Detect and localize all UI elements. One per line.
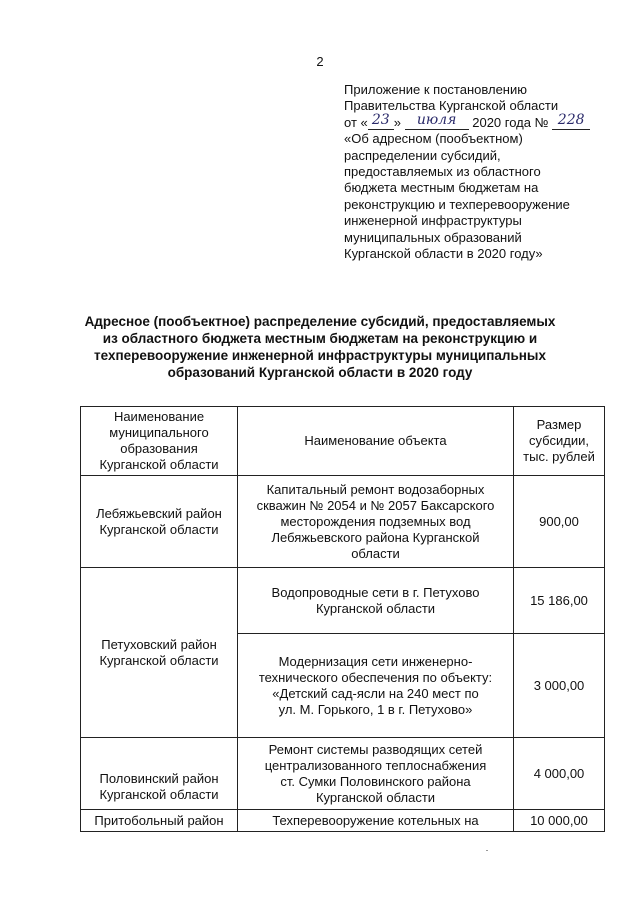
appendix-block [344, 82, 614, 262]
scan-mark [486, 850, 488, 851]
appendix-line-2: Правительства Курганской области [344, 98, 559, 114]
quote-close: » [393, 114, 401, 130]
header-object [238, 407, 514, 476]
amount-cell: 4 000,00 [514, 738, 605, 810]
appendix-subject-line: Курганской области в 2020 году» [344, 246, 543, 262]
header-text: Курганской области [99, 457, 219, 472]
table-row [81, 810, 605, 832]
header-amount [514, 407, 605, 476]
header-text: Наименование [113, 409, 205, 424]
object-cell [238, 476, 514, 568]
appendix-subject-line: муниципальных образований [344, 229, 522, 245]
appendix-subject-line: инженерной инфраструктуры [344, 213, 522, 229]
cell-text: Притобольный район [94, 812, 224, 828]
table-row [81, 568, 605, 634]
cell-text: скважин № 2054 и № 2057 Баксарского [256, 497, 495, 513]
appendix-date-line [344, 111, 614, 131]
appendix-subject-line: распределении субсидий, [344, 147, 501, 163]
municipality-cell [81, 810, 238, 832]
table-row [81, 476, 605, 568]
cell-text: Модернизация сети инженерно- [278, 653, 473, 669]
title-line: Адресное (пообъектное) распределение субсидий, предоставляемых [84, 314, 556, 329]
cell-text: месторождения подземных вод [280, 513, 471, 529]
appendix-subject-line: бюджета местным бюджетам на [344, 180, 539, 196]
cell-text: Курганской области [99, 652, 219, 668]
municipality-cell [81, 568, 238, 738]
handwritten-month: июля [416, 111, 457, 128]
cell-text: централизованного теплоснабжения [264, 757, 487, 773]
municipality-cell [81, 476, 238, 568]
table-header-row [81, 407, 605, 476]
from-prefix: от « [344, 114, 368, 130]
cell-text: Ремонт системы разводящих сетей [268, 741, 483, 757]
object-cell [238, 738, 514, 810]
cell-text: Лебяжьевский район [96, 505, 222, 521]
header-text: субсидии, [529, 433, 589, 448]
title-line: из областного бюджета местным бюджетам на реконструкцию и [102, 331, 538, 346]
title-line: техперевооружение инженерной инфраструктуры муниципальных [94, 348, 546, 363]
header-text: образования [120, 441, 198, 456]
handwritten-number: 228 [557, 111, 585, 128]
header-text: Размер [536, 417, 582, 432]
cell-text: Капитальный ремонт водозаборных [266, 481, 485, 497]
cell-text: Курганской области [315, 789, 436, 805]
cell-text: Петуховский район [101, 636, 217, 652]
cell-text: области [351, 545, 400, 561]
appendix-line-1: Приложение к постановлению [344, 82, 527, 97]
appendix-subject-line: предоставляемых из областного [344, 164, 541, 180]
cell-text: Лебяжьевского района Курганской [271, 529, 480, 545]
day-field [368, 111, 394, 130]
cell-text: Курганской области [315, 600, 436, 616]
table-row [81, 738, 605, 810]
header-municipality [81, 407, 238, 476]
cell-text: Половинский район [99, 771, 219, 786]
object-cell [238, 634, 514, 738]
cell-text: технического обеспечения по объекту: [258, 669, 493, 685]
page-number: 2 [316, 54, 324, 69]
cell-text: Курганской области [99, 787, 219, 802]
amount-cell: 900,00 [514, 476, 605, 568]
cell-text: Водопроводные сети в г. Петухово [271, 584, 480, 600]
title-line: образований Курганской области в 2020 году [167, 365, 473, 380]
appendix-subject-line: реконструкцию и техперевооружение [344, 196, 570, 212]
handwritten-day: 23 [371, 111, 390, 128]
appendix-subject-line: «Об адресном (пообъектном) [344, 131, 523, 147]
subsidies-table [80, 406, 605, 832]
document-title [60, 313, 580, 381]
header-text: Наименование объекта [304, 433, 447, 448]
number-field [552, 111, 590, 130]
amount-cell: 10 000,00 [514, 810, 605, 832]
cell-text: Техперевооружение котельных на [272, 812, 479, 828]
cell-text: Курганской области [99, 521, 219, 537]
header-text: тыс. рублей [523, 449, 595, 464]
header-text: муниципального [109, 425, 209, 440]
amount-cell: 15 186,00 [514, 568, 605, 634]
year-text: 2020 года № [472, 114, 549, 130]
amount-cell: 3 000,00 [514, 634, 605, 738]
cell-text: «Детский сад-ясли на 240 мест по [272, 685, 479, 701]
municipality-cell [81, 738, 238, 810]
object-cell [238, 810, 514, 832]
month-field [405, 111, 469, 130]
object-cell [238, 568, 514, 634]
cell-text: ст. Сумки Половинского района [280, 773, 471, 789]
cell-text: ул. М. Горького, 1 в г. Петухово» [278, 701, 473, 717]
